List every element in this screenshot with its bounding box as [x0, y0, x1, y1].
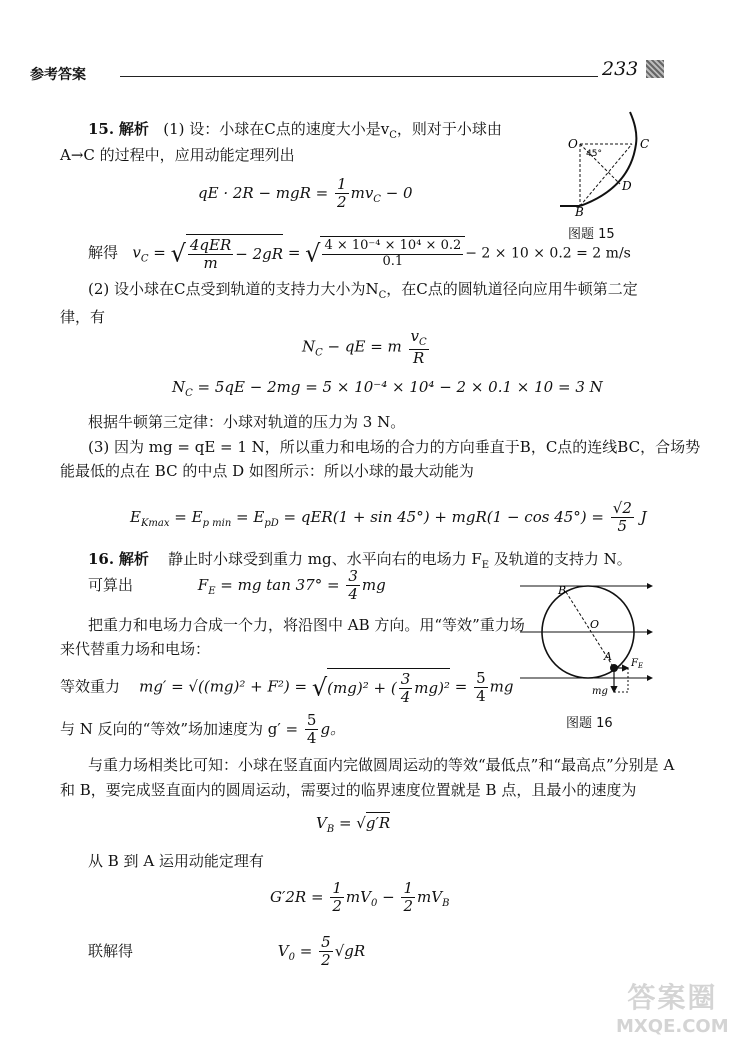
q15-sub: C	[389, 130, 397, 141]
page-corner-mark	[646, 60, 664, 78]
q15-para2-line2: 律，有	[60, 308, 106, 326]
figure-15-caption: 图题 15	[568, 227, 615, 242]
q15-para4-line1: (3) 因为 mg = qE = 1 N，所以重力和电场的合力的方向垂直于B，C点的连线BC，合场势	[88, 438, 701, 456]
q16-eq-vb: $V_B = √g'R$	[316, 814, 391, 835]
q16-intro: 16. 解析 静止时小球受到重力 mg、水平向右的电场力 $F_E$ 及轨道的支持力 N。	[88, 550, 632, 571]
watermark-logo: 答案圈 MXQE.COM	[616, 981, 729, 1037]
fig15-label-C: C	[640, 137, 650, 151]
section-title: 参考答案	[30, 67, 86, 83]
fig16-label-FE: $F_E$	[631, 658, 644, 670]
q15-eq1: qE · 2R − mgR = $\frac{1}{2}$ $mv_C - 0$	[198, 175, 413, 212]
fig15-label-B: B	[575, 205, 584, 218]
q16-para3-line2: 和 B，要完成竖直面内的圆周运动，需要过的临界速度位置就是 B 点，且最小的速度为	[60, 781, 637, 799]
q16-eff-eq: 等效重力 mg′ = √((mg)² + F²) = √(mg)² + ( $\frac{3}{4}$ mg)² = $\frac{5}{4}$ mg	[60, 668, 514, 707]
q15-para1-line1	[88, 118, 502, 141]
q16-para2: 与 N 反向的“等效”场加速度为 g′ = $\frac{5}{4}$ g。	[60, 711, 346, 748]
q15-number: 15.	[88, 120, 115, 138]
q16-para3-line1: 与重力场相类比可知：小球在竖直面内完做圆周运动的等效“最低点”和“最高点”分别是 A	[88, 756, 675, 774]
fig16-label-B: B	[558, 584, 567, 597]
page-number: 233	[602, 58, 639, 80]
header-rule	[120, 76, 598, 77]
fig15-angle: 45°	[586, 149, 602, 159]
fig16-label-mg: mg	[592, 686, 608, 697]
fig15-label-O: O	[568, 137, 578, 151]
q16-para1-line2: 来代替重力场和电场：	[60, 640, 211, 658]
figure-16-caption: 图题 16	[566, 716, 613, 731]
q15-para1-line2: A→C 的过程中，应用动能定理列出	[60, 146, 295, 164]
q16-number: 16.	[88, 550, 115, 568]
q15-eq4: $N_C = 5qE - 2mg = 5 \times 10^{-4} \times 10^4 - 2 \times 0.1 \times 10 = 3$ N	[172, 378, 603, 399]
q15-text-end: ，则对于小球由	[396, 120, 502, 138]
q16-para1-line1: 把重力和电场力合成一个力，将沿图中 AB 方向。用“等效”重力场	[88, 616, 525, 634]
q15-para4-line2: 能最低的点在 BC 的中点 D 如图所示：所以小球的最大动能为	[60, 462, 474, 480]
q15-eq3: $N_C$ − qE = m $\frac{v_C}{R}$	[302, 327, 427, 367]
q15-eq2: 解得 $v_C$ = √ $\frac{\text{4qER}}{m}$ − 2gR = √ $\frac{\text{4 × 10⁻⁴ × 10⁴ × 0.2}}{0.1}$ − 2 × 10 × 0.2 = 2 m/s	[88, 236, 631, 273]
q15-label: 解析	[118, 120, 149, 138]
figure-15	[560, 108, 670, 218]
q16-label: 解析	[118, 550, 149, 568]
q15-para2-line1: (2) 设小球在C点受到轨道的支持力大小为$N_C$，在C点的圆轨道径向应用牛顿第二定	[88, 280, 638, 301]
q16-eq1: 可算出 $F_E$ = mg tan 37° = $\frac{3}{4}$ mg	[88, 567, 386, 604]
fig16-label-O: O	[590, 618, 600, 631]
figure-16	[520, 582, 656, 702]
q16-para4: 从 B 到 A 运用动能定理有	[88, 852, 264, 870]
fig15-label-D: D	[622, 179, 632, 193]
fig16-label-A: A	[604, 650, 612, 663]
q15-eq5: $E_{Kmax} = E_{p min} = E_{pD} = qER(1 + \sin 45^\circ) + mgR(1 - \cos 45^\circ)$ = $\frac{√2}{5}$ J	[130, 499, 647, 536]
q15-para3: 根据牛顿第三定律：小球对轨道的压力为 3 N。	[88, 413, 406, 431]
q16-eq7: 联解得 $V_0$ = $\frac{5}{2}$ √gR	[88, 933, 366, 970]
q15-text: (1) 设：小球在C点的速度大小是v	[163, 120, 390, 138]
q16-eq6: G′2R = $\frac{1}{2}$ $mV_0$ − $\frac{1}{2}$ $mV_B$	[270, 879, 450, 916]
